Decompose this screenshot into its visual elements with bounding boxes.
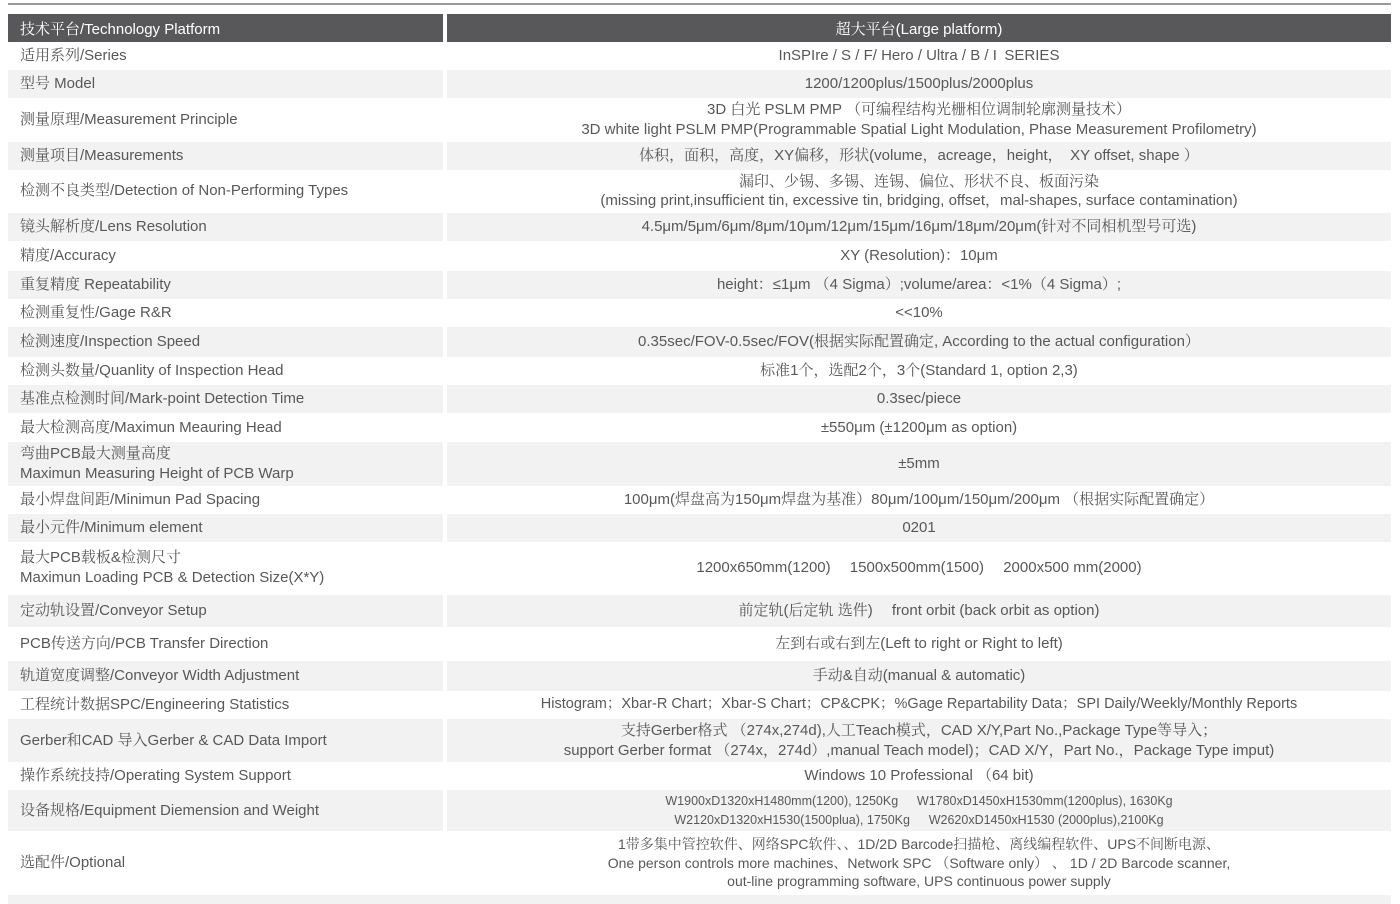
table-row	[8, 213, 1391, 241]
table-row	[8, 413, 1391, 442]
row-value: 0.3sec/piece	[447, 385, 1391, 413]
table-row	[8, 595, 1391, 627]
row-label: 检测头数量/Quanlity of Inspection Head	[20, 362, 284, 380]
row-value: <<10%	[895, 304, 943, 322]
row-label: 检测速度/Inspection Speed	[8, 327, 443, 357]
row-label: 镜头解析度/Lens Resolution	[8, 213, 443, 241]
row-label: 精度/Accuracy	[20, 247, 116, 265]
empty-row-strip	[8, 895, 1391, 904]
row-label: 轨道宽度调整/Conveyor Width Adjustment	[8, 661, 443, 691]
row-label: 操作系统技持/Operating System Support	[20, 767, 291, 785]
row-value: ±5mm	[447, 442, 1391, 486]
table-row	[8, 790, 1391, 830]
table-row	[8, 241, 1391, 271]
table-row	[8, 514, 1391, 542]
row-value: 支持Gerber格式 （274x,274d),人工Teach模式，CAD X/Y,Part No.,Package Type等导入； support Gerber format （274x，274d）,manual Teach model)；CAD X/Y，Part No.，Package Type imput)	[447, 719, 1391, 763]
table-row	[8, 542, 1391, 595]
row-label: 重复精度 Repeatability	[8, 271, 443, 299]
row-label: 工程统计数据SPC/Engineering Statistics	[20, 695, 290, 713]
row-value: 1200x650mm(1200) 1500x500mm(1500) 2000x500 mm(2000)	[696, 559, 1142, 577]
row-label: 检测不良类型/Detection of Non-Performing Types	[20, 182, 349, 200]
row-value: 3D 白光 PSLM PMP （可编程结构光栅相位调制轮廓测量技术） 3D white light PSLM PMP(Programmable Spatial Light Modulation, Phase Measurement Profilometry)	[581, 101, 1257, 138]
row-value: 1带多集中管控软件、网络SPC软件、、1D/2D Barcode扫描枪、离线编程软件、UPS不间断电源、 One person controls more machines、Network SPC （Software only） 、 1D / 2D Barcode scanner, out-line programming software, UPS continuous power supply	[607, 836, 1231, 889]
row-label: 测量项目/Measurements	[8, 142, 443, 170]
row-label: 定动轨设置/Conveyor Setup	[8, 595, 443, 627]
table-row	[8, 299, 1391, 327]
row-value: 体积，面积，高度，XY偏移，形状(volume，acreage，height， XY offset, shape ）	[447, 142, 1391, 170]
table-row	[8, 98, 1391, 142]
table-row	[8, 385, 1391, 413]
header-right-cell: 超大平台(Large platform)	[447, 14, 1391, 42]
table-row	[8, 627, 1391, 661]
row-value: height：≤1μm （4 Sigma）;volume/area：<1%（4 Sigma）;	[447, 271, 1391, 299]
row-label: 适用系列/Series	[20, 47, 127, 65]
table-row	[8, 42, 1391, 70]
row-label: 最大PCB载板&检测尺寸 Maximun Loading PCB & Detection Size(X*Y)	[20, 549, 325, 587]
table-row	[8, 357, 1391, 385]
table-row	[8, 70, 1391, 98]
row-label: 最小焊盘间距/Minimun Pad Spacing	[20, 490, 261, 508]
table-row	[8, 831, 1391, 895]
row-value: 前定轨(后定轨 选件) front orbit (back orbit as option)	[447, 595, 1391, 627]
row-label: 最小元件/Minimum element	[8, 514, 443, 542]
row-label: 基准点检测时间/Mark-point Detection Time	[8, 385, 443, 413]
row-label: 最大检测高度/Maximun Meauring Head	[20, 418, 282, 436]
row-value: W1900xD1320xH1480mm(1200), 1250Kg W1780xD1450xH1530mm(1200plus), 1630Kg W2120xD1320xH1530(1500plua), 1750Kg W2620xD1450xH1530 (2000plus),2100Kg	[447, 790, 1391, 830]
top-divider	[8, 3, 1391, 5]
row-value: 左到右或右到左(Left to right or Right to left)	[775, 634, 1063, 652]
row-value: Windows 10 Professional （64 bit)	[804, 767, 1034, 785]
table-row	[8, 142, 1391, 170]
row-value: XY (Resolution)：10μm	[840, 247, 998, 265]
table-row	[8, 691, 1391, 719]
table-row	[8, 271, 1391, 299]
table-row	[8, 661, 1391, 691]
row-label: PCB传送方向/PCB Transfer Direction	[20, 634, 269, 652]
row-value: 0.35sec/FOV-0.5sec/FOV(根据实际配置确定, According to the actual configuration）	[447, 327, 1391, 357]
header-left-cell: 技术平台/Technology Platform	[8, 14, 443, 42]
row-label: 选配件/Optional	[20, 853, 126, 871]
row-label: 测量原理/Measurement Principle	[20, 110, 238, 128]
row-value: 0201	[447, 514, 1391, 542]
table-header	[8, 14, 1391, 42]
row-value: 漏印、少锡、多锡、连锡、偏位、形状不良、板面污染 (missing print,insufficient tin, excessive tin, bridging, offset，mal-shapes, surface contamination)	[600, 172, 1238, 210]
table-row	[8, 327, 1391, 357]
row-label: Gerber和CAD 导入Gerber & CAD Data Import	[8, 719, 443, 763]
row-value: Histogram；Xbar-R Chart；Xbar-S Chart；CP&CPK；%Gage Repartability Data；SPI Daily/Weekly/Monthly Reports	[540, 696, 1298, 713]
row-value: 标准1个，选配2个，3个(Standard 1, option 2,3)	[760, 362, 1078, 380]
row-value: 100μm(焊盘高为150μm焊盘为基准）80μm/100μm/150μm/200μm （根据实际配置确定）	[623, 490, 1215, 508]
row-value: 手动&自动(manual & automatic)	[447, 661, 1391, 691]
table-row	[8, 762, 1391, 790]
row-value: 1200/1200plus/1500plus/2000plus	[447, 70, 1391, 98]
row-label: 型号 Model	[8, 70, 443, 98]
table-row	[8, 170, 1391, 214]
row-value: InSPIre / S / F/ Hero / Ultra / B / I SERIES	[778, 47, 1060, 65]
row-label: 检测重复性/Gage R&R	[20, 304, 172, 322]
row-value: 4.5μm/5μm/6μm/8μm/10μm/12μm/15μm/16μm/18μm/20μm(针对不同相机型号可选)	[447, 213, 1391, 241]
row-label: 弯曲PCB最大测量高度 Maximun Measuring Height of PCB Warp	[8, 442, 443, 486]
table-row	[8, 486, 1391, 514]
table-row	[8, 719, 1391, 763]
table-row	[8, 442, 1391, 486]
row-label: 设备规格/Equipment Diemension and Weight	[8, 790, 443, 830]
spec-rows	[8, 42, 1391, 895]
row-value: ±550μm (±1200μm as option)	[820, 418, 1018, 436]
